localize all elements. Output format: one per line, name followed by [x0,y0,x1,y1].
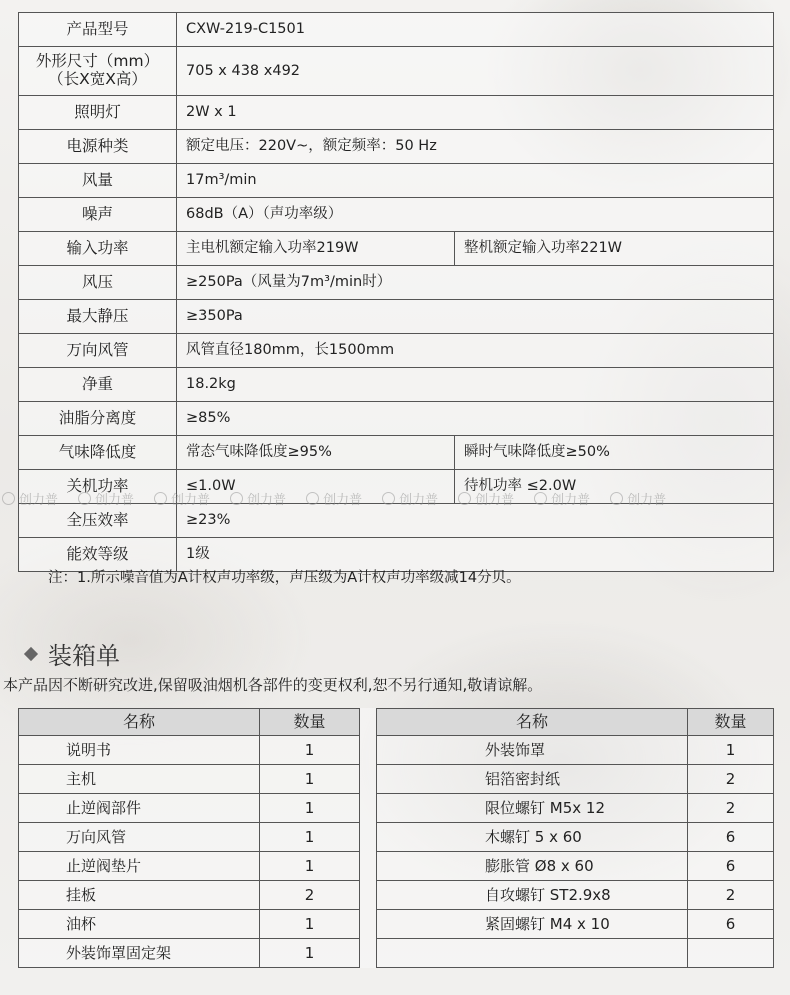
right-item-qty: 6 [688,852,774,881]
footnote: 注：1.所示噪音值为A计权声功率级，声压级为A计权声功率级减14分贝。 [48,570,521,586]
column-gap [360,736,377,765]
right-item-name: 木螺钉 5 x 60 [377,823,688,852]
left-item-name: 挂板 [19,881,260,910]
spec-row [19,402,774,436]
column-gap [360,939,377,968]
right-item-name [377,939,688,968]
right-item-name: 紧固螺钉 M4 x 10 [377,910,688,939]
left-item-name: 万向风管 [19,823,260,852]
spec-value: ≥85% [177,402,774,436]
watermark-text: 创力普 [171,492,211,508]
spec-table [18,12,774,572]
left-item-name: 油杯 [19,910,260,939]
spec-row [19,96,774,130]
spec-row [19,368,774,402]
spec-value: 主电机额定输入功率219W [177,232,455,266]
right-item-qty [688,939,774,968]
spec-value: ≥250Pa（风量为7m³/min时） [177,266,774,300]
diamond-bullet-icon [24,646,38,660]
left-item-name: 说明书 [19,736,260,765]
spec-label: 照明灯 [19,96,177,130]
packing-row [19,910,774,939]
right-item-qty: 6 [688,910,774,939]
spec-value: CXW-219-C1501 [177,13,774,47]
spec-value: ≤1.0W [177,470,455,504]
spec-row [19,504,774,538]
left-item-name: 止逆阀部件 [19,794,260,823]
disclaimer: 本产品因不断研究改进,保留吸油烟机各部件的变更权利,恕不另行通知,敬请谅解。 [3,676,543,694]
column-gap [360,709,377,736]
column-gap [360,910,377,939]
watermark-text: 创力普 [399,492,439,508]
watermark-text: 创力普 [627,492,667,508]
spec-label: 关机功率 [19,470,177,504]
spec-label: 风压 [19,266,177,300]
packing-list-title-text: 装箱单 [48,642,120,670]
spec-row [19,436,774,470]
right-item-name: 铝箔密封纸 [377,765,688,794]
left-qty-header: 数量 [260,709,360,736]
spec-row [19,198,774,232]
spec-value: 68dB（A）（声功率级） [177,198,774,232]
packing-row [19,794,774,823]
spec-value: 2W x 1 [177,96,774,130]
spec-value: ≥350Pa [177,300,774,334]
column-gap [360,765,377,794]
spec-value: ≥23% [177,504,774,538]
right-item-qty: 6 [688,823,774,852]
spec-value: 17m³/min [177,164,774,198]
watermark-text: 创力普 [323,492,363,508]
spec-label: 噪声 [19,198,177,232]
left-item-name: 外装饰罩固定架 [19,939,260,968]
spec-value-secondary: 瞬时气味降低度≥50% [455,436,774,470]
left-item-qty: 1 [260,939,360,968]
left-item-name: 止逆阀垫片 [19,852,260,881]
spec-value: 额定电压：220V~，额定频率：50 Hz [177,130,774,164]
right-item-qty: 2 [688,794,774,823]
left-name-header: 名称 [19,709,260,736]
watermark-text: 创力普 [19,492,59,508]
packing-row [19,736,774,765]
column-gap [360,881,377,910]
spec-value-secondary: 待机功率 ≤2.0W [455,470,774,504]
packing-row [19,823,774,852]
spec-label: 最大静压 [19,300,177,334]
right-item-name: 限位螺钉 M5x 12 [377,794,688,823]
packing-table-header [19,709,774,736]
right-item-qty: 2 [688,881,774,910]
left-item-qty: 1 [260,823,360,852]
packing-list-table [18,708,774,968]
right-item-name: 外装饰罩 [377,736,688,765]
left-item-qty: 1 [260,736,360,765]
left-item-qty: 2 [260,881,360,910]
spec-value: 705 x 438 x492 [177,47,774,96]
spec-label: 万向风管 [19,334,177,368]
right-item-qty: 1 [688,736,774,765]
left-item-name: 主机 [19,765,260,794]
column-gap [360,852,377,881]
left-item-qty: 1 [260,910,360,939]
right-qty-header: 数量 [688,709,774,736]
spec-label: 外形尺寸（mm） （长X宽X高） [19,47,177,96]
spec-label: 能效等级 [19,538,177,572]
packing-row [19,881,774,910]
spec-label: 输入功率 [19,232,177,266]
spec-label: 气味降低度 [19,436,177,470]
watermark-logo-icon [2,492,15,505]
spec-label: 产品型号 [19,13,177,47]
spec-value-secondary: 整机额定输入功率221W [455,232,774,266]
right-item-qty: 2 [688,765,774,794]
right-item-name: 膨胀管 Ø8 x 60 [377,852,688,881]
spec-row [19,13,774,47]
packing-row [19,765,774,794]
right-name-header: 名称 [377,709,688,736]
spec-row [19,164,774,198]
spec-row [19,47,774,96]
right-item-name: 自攻螺钉 ST2.9x8 [377,881,688,910]
spec-row [19,334,774,368]
spec-row [19,300,774,334]
left-item-qty: 1 [260,852,360,881]
watermark-text: 创力普 [95,492,135,508]
column-gap [360,794,377,823]
spec-value: 风管直径180mm，长1500mm [177,334,774,368]
spec-label: 风量 [19,164,177,198]
spec-value: 1级 [177,538,774,572]
spec-row [19,232,774,266]
spec-label: 全压效率 [19,504,177,538]
packing-row [19,939,774,968]
column-gap [360,823,377,852]
packing-row [19,852,774,881]
spec-row [19,130,774,164]
spec-label: 电源种类 [19,130,177,164]
watermark-text: 创力普 [551,492,591,508]
spec-value: 常态气味降低度≥95% [177,436,455,470]
spec-row [19,470,774,504]
left-item-qty: 1 [260,765,360,794]
spec-label: 油脂分离度 [19,402,177,436]
spec-row [19,266,774,300]
watermark-text: 创力普 [247,492,287,508]
watermark-text: 创力普 [475,492,515,508]
packing-list-title [20,636,120,671]
left-item-qty: 1 [260,794,360,823]
spec-value: 18.2kg [177,368,774,402]
spec-label: 净重 [19,368,177,402]
